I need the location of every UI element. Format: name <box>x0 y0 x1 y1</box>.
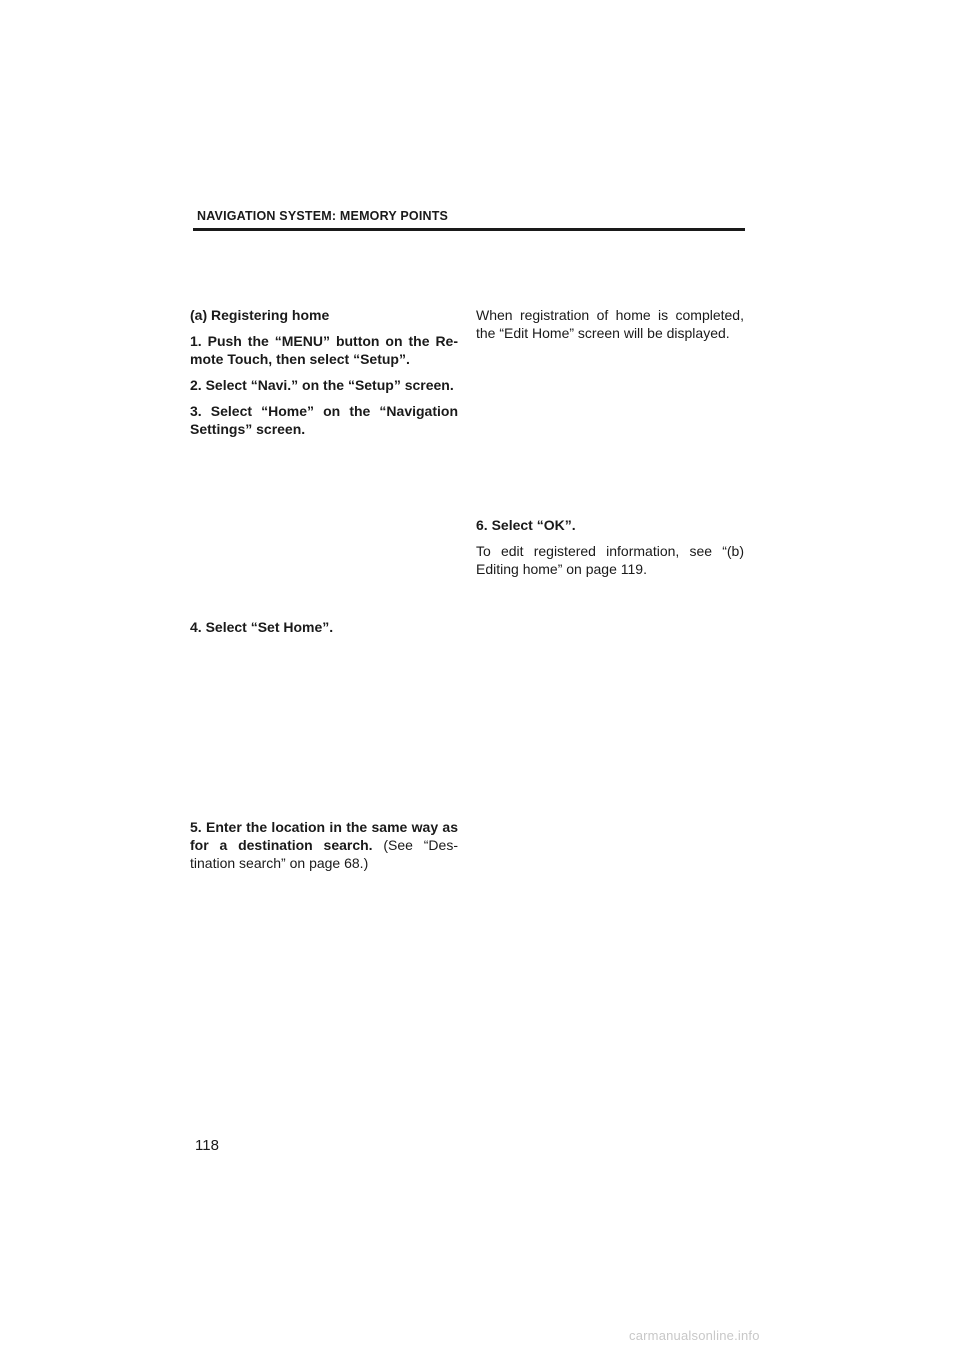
step-5 <box>190 818 458 872</box>
header-rule <box>193 228 745 231</box>
left-column <box>190 306 458 438</box>
step-6: 6. Select “OK”. <box>476 517 576 533</box>
step-3: 3. Select “Home” on the “Navigation Settings” screen. <box>190 403 458 437</box>
step-1: 1. Push the “MENU” button on the Re- mote Touch, then select “Setup”. <box>190 333 458 367</box>
footer-watermark-link[interactable]: carmanualsonline.info <box>629 1328 760 1343</box>
left-column-step-4 <box>190 618 458 636</box>
completion-text: When registration of home is completed, the “Edit Home” screen will be displayed. <box>476 307 744 341</box>
page-header-title: NAVIGATION SYSTEM: MEMORY POINTS <box>197 209 449 223</box>
step-5-reference: (See “Des- tination search” on page 68.) <box>190 837 458 871</box>
right-column-step-6 <box>476 516 744 578</box>
page-number: 118 <box>195 1137 219 1154</box>
step-4: 4. Select “Set Home”. <box>190 619 334 635</box>
step-2: 2. Select “Navi.” on the “Setup” screen. <box>190 377 454 393</box>
right-column <box>476 306 744 342</box>
section-title: (a) Registering home <box>190 307 330 323</box>
left-column-step-5 <box>190 818 458 872</box>
step-5-instruction: 5. Enter the location in the same way as for a destination search. <box>190 819 458 853</box>
edit-note: To edit registered information, see “(b) Editing home” on page 119. <box>476 543 744 577</box>
